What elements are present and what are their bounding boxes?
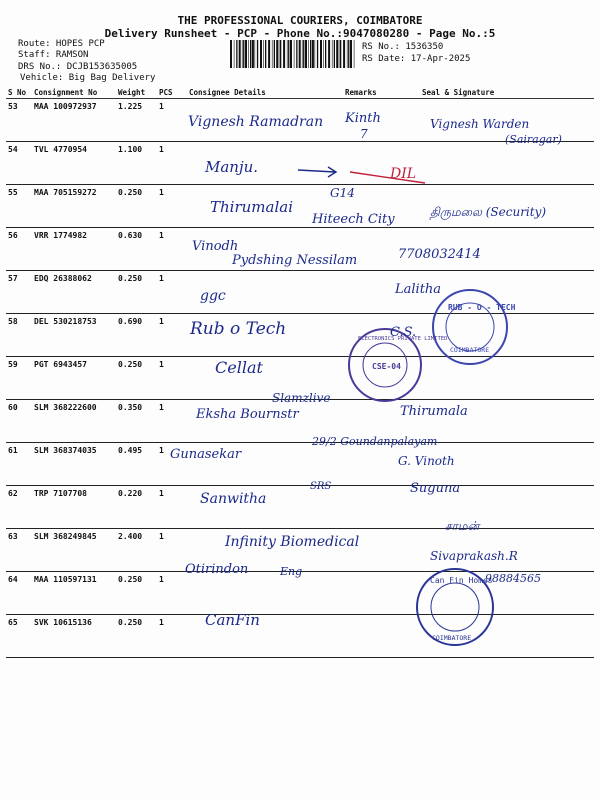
row-pcs: 1 bbox=[157, 572, 187, 615]
barcode-bar bbox=[280, 40, 281, 68]
barcode-bar bbox=[343, 40, 345, 68]
rs-date: RS Date: 17-Apr-2025 bbox=[362, 54, 471, 64]
hw-r55-sig: திருமலை (Security) bbox=[430, 205, 547, 219]
row-weight: 0.630 bbox=[116, 228, 157, 271]
barcode-bar bbox=[328, 40, 330, 68]
row-weight: 1.225 bbox=[116, 99, 157, 142]
row-seal-signature bbox=[404, 572, 594, 615]
col-remarks: Remarks bbox=[343, 87, 404, 99]
row-consignee-details bbox=[187, 572, 343, 615]
barcode-bar bbox=[260, 40, 262, 68]
hw-r60-name2: Slamzlive bbox=[272, 391, 331, 405]
row-consignment-no: MAA 110597131 bbox=[32, 572, 116, 615]
hw-r64-sig2: 98884565 bbox=[485, 572, 541, 585]
row-remarks bbox=[343, 486, 404, 529]
barcode-bar bbox=[317, 40, 318, 68]
hw-r55-remark: G14 bbox=[330, 186, 355, 200]
row-sno: 55 bbox=[6, 185, 32, 228]
row-weight: 0.250 bbox=[116, 271, 157, 314]
barcode-bar bbox=[299, 40, 301, 68]
barcode-bar bbox=[308, 40, 309, 68]
row-pcs: 1 bbox=[157, 228, 187, 271]
row-sno: 61 bbox=[6, 443, 32, 486]
hw-r61-remark: 29/2 Goundanpalayam bbox=[312, 435, 438, 448]
barcode-bar bbox=[276, 40, 278, 68]
table-row bbox=[6, 443, 594, 486]
hw-r64-name2: Eng bbox=[280, 565, 303, 578]
row-consignee-details bbox=[187, 99, 343, 142]
stamp-electronics-center: CSE-04 bbox=[372, 362, 401, 371]
barcode-bar bbox=[336, 40, 338, 68]
row-consignee-details bbox=[187, 529, 343, 572]
barcode-bar bbox=[252, 40, 254, 68]
col-pcs: PCS bbox=[157, 87, 187, 99]
table-row bbox=[6, 572, 594, 615]
row-seal-signature bbox=[404, 142, 594, 185]
barcode-bar bbox=[294, 40, 295, 68]
barcode-bar bbox=[296, 40, 297, 68]
col-sno: S No bbox=[6, 87, 32, 99]
hw-r59-name: Cellat bbox=[215, 358, 263, 377]
barcode-bar bbox=[239, 40, 241, 68]
row-weight: 0.220 bbox=[116, 486, 157, 529]
company-title: THE PROFESSIONAL COURIERS, COIMBATORE bbox=[177, 14, 423, 27]
row-consignment-no: MAA 100972937 bbox=[32, 99, 116, 142]
barcode-bar bbox=[279, 40, 280, 68]
row-weight: 0.350 bbox=[116, 400, 157, 443]
barcode-bar bbox=[248, 40, 249, 68]
row-sno: 58 bbox=[6, 314, 32, 357]
table-header-row bbox=[6, 87, 594, 99]
row-remarks bbox=[343, 99, 404, 142]
hw-r58-name: Rub o Tech bbox=[190, 319, 287, 339]
hw-r53-sig2: (Sairagar) bbox=[505, 133, 562, 146]
barcode-bar bbox=[302, 40, 303, 68]
hw-r65-name: CanFin bbox=[205, 611, 260, 629]
row-sno: 54 bbox=[6, 142, 32, 185]
row-remarks bbox=[343, 314, 404, 357]
barcode-bar bbox=[348, 40, 349, 68]
hw-r60-name: Eksha Bournstr bbox=[196, 407, 299, 422]
row-seal-signature bbox=[404, 99, 594, 142]
barcode-bar bbox=[340, 40, 341, 68]
row-sno: 65 bbox=[6, 615, 32, 658]
row-remarks bbox=[343, 357, 404, 400]
row-pcs: 1 bbox=[157, 357, 187, 400]
row-pcs: 1 bbox=[157, 314, 187, 357]
row-seal-signature bbox=[404, 486, 594, 529]
hw-r54-remark: DIL bbox=[390, 166, 417, 182]
barcode-bar bbox=[263, 40, 264, 68]
hw-r53-sig: Vignesh Warden bbox=[430, 117, 530, 131]
row-consignee-details bbox=[187, 400, 343, 443]
hw-r64-sig: Sivaprakash.R bbox=[430, 549, 518, 563]
barcode-bar bbox=[265, 40, 266, 68]
row-consignee-details bbox=[187, 615, 343, 658]
barcode-bar bbox=[268, 40, 270, 68]
rs-number: RS No.: 1536350 bbox=[362, 42, 444, 52]
row-seal-signature bbox=[404, 529, 594, 572]
row-pcs: 1 bbox=[157, 486, 187, 529]
col-weight: Weight bbox=[116, 87, 157, 99]
row-sno: 63 bbox=[6, 529, 32, 572]
barcode-bar bbox=[283, 40, 285, 68]
table-row bbox=[6, 228, 594, 271]
barcode-bar bbox=[312, 40, 314, 68]
row-remarks bbox=[343, 400, 404, 443]
row-seal-signature bbox=[404, 228, 594, 271]
hw-r56-name: Vinodh bbox=[192, 239, 239, 254]
row-pcs: 1 bbox=[157, 185, 187, 228]
row-sno: 53 bbox=[6, 99, 32, 142]
row-consignee-details bbox=[187, 142, 343, 185]
row-consignment-no: SVK 10615136 bbox=[32, 615, 116, 658]
row-weight: 0.250 bbox=[116, 185, 157, 228]
route-info: Route: HOPES PCP bbox=[18, 39, 105, 49]
table-row bbox=[6, 529, 594, 572]
row-consignment-no: VRR 1774982 bbox=[32, 228, 116, 271]
hw-r53-remark: Kinth bbox=[345, 111, 381, 126]
staff-info: Staff: RAMSON bbox=[18, 50, 89, 60]
row-weight: 0.250 bbox=[116, 357, 157, 400]
hw-r57-name: ggc bbox=[200, 288, 226, 304]
barcode-bar bbox=[290, 40, 292, 68]
table-row bbox=[6, 357, 594, 400]
table-row bbox=[6, 486, 594, 529]
row-remarks bbox=[343, 443, 404, 486]
row-pcs: 1 bbox=[157, 400, 187, 443]
row-seal-signature bbox=[404, 400, 594, 443]
barcode bbox=[230, 40, 356, 68]
drs-number: DRS No.: DCJB153635005 bbox=[18, 62, 138, 72]
row-seal-signature bbox=[404, 615, 594, 658]
col-consignee: Consignee Details bbox=[187, 87, 343, 99]
barcode-bar bbox=[230, 40, 232, 68]
barcode-bar bbox=[354, 40, 355, 68]
barcode-bar bbox=[339, 40, 340, 68]
row-consignment-no: MAA 705159272 bbox=[32, 185, 116, 228]
barcode-bar bbox=[323, 40, 324, 68]
barcode-bar bbox=[303, 40, 304, 68]
row-remarks bbox=[343, 615, 404, 658]
row-remarks bbox=[343, 271, 404, 314]
barcode-bar bbox=[274, 40, 275, 68]
barcode-bar bbox=[332, 40, 333, 68]
col-seal: Seal & Signature bbox=[404, 87, 594, 99]
hw-r53-remark2: 7 bbox=[360, 127, 368, 141]
hw-r56-sig: 7708032414 bbox=[398, 247, 481, 262]
barcode-bar bbox=[288, 40, 289, 68]
row-consignment-no: SLM 368249845 bbox=[32, 529, 116, 572]
hw-r57-sig: Lalitha bbox=[395, 282, 442, 297]
row-pcs: 1 bbox=[157, 99, 187, 142]
barcode-bar bbox=[287, 40, 288, 68]
barcode-bar bbox=[325, 40, 326, 68]
stamp-electronics-text: ELECTRONICS PRIVATE LIMITED bbox=[358, 336, 448, 342]
row-sno: 62 bbox=[6, 486, 32, 529]
row-pcs: 1 bbox=[157, 529, 187, 572]
row-seal-signature bbox=[404, 357, 594, 400]
row-sno: 60 bbox=[6, 400, 32, 443]
delivery-table bbox=[6, 87, 594, 658]
barcode-bar bbox=[255, 40, 256, 68]
hw-r64-name: Otirindon bbox=[185, 562, 249, 577]
row-remarks bbox=[343, 142, 404, 185]
row-consignment-no: SLM 368222600 bbox=[32, 400, 116, 443]
barcode-bar bbox=[242, 40, 243, 68]
barcode-bar bbox=[236, 40, 237, 68]
row-weight: 0.250 bbox=[116, 615, 157, 658]
hw-r54-name: Manju. bbox=[205, 158, 259, 176]
hw-r63-sig: சாமன் bbox=[445, 519, 480, 533]
hw-r60-sig: Thirumala bbox=[400, 404, 468, 419]
row-sno: 64 bbox=[6, 572, 32, 615]
table-row bbox=[6, 615, 594, 658]
stamp-canfin-text: Can Fin Homes bbox=[430, 576, 493, 585]
vehicle-info: Vehicle: Big Bag Delivery bbox=[20, 73, 156, 83]
barcode-bar bbox=[234, 40, 235, 68]
row-consignee-details bbox=[187, 443, 343, 486]
row-consignee-details bbox=[187, 271, 343, 314]
row-pcs: 1 bbox=[157, 443, 187, 486]
barcode-bar bbox=[334, 40, 335, 68]
row-remarks bbox=[343, 529, 404, 572]
table-row bbox=[6, 271, 594, 314]
row-consignment-no: TRP 7107708 bbox=[32, 486, 116, 529]
table-row bbox=[6, 99, 594, 142]
stamp-rubotech-text: RUB - O - TECH bbox=[448, 303, 516, 312]
table-row bbox=[6, 142, 594, 185]
row-remarks bbox=[343, 228, 404, 271]
barcode-bar bbox=[257, 40, 258, 68]
row-seal-signature bbox=[404, 314, 594, 357]
row-sno: 59 bbox=[6, 357, 32, 400]
hw-r53-name: Vignesh Ramadran bbox=[188, 114, 324, 130]
row-consignment-no: EDQ 26388062 bbox=[32, 271, 116, 314]
row-remarks bbox=[343, 185, 404, 228]
barcode-bar bbox=[243, 40, 244, 68]
hw-r61-name: Gunasekar bbox=[170, 447, 242, 462]
hw-r62-name: Sanwitha bbox=[200, 491, 267, 507]
row-pcs: 1 bbox=[157, 615, 187, 658]
barcode-bar bbox=[245, 40, 247, 68]
table-row bbox=[6, 185, 594, 228]
hw-r62-remark: SRS bbox=[310, 481, 332, 492]
barcode-bar bbox=[347, 40, 348, 68]
row-weight: 0.690 bbox=[116, 314, 157, 357]
row-seal-signature bbox=[404, 271, 594, 314]
row-consignee-details bbox=[187, 228, 343, 271]
row-consignee-details bbox=[187, 314, 343, 357]
barcode-bar bbox=[320, 40, 322, 68]
barcode-bar bbox=[272, 40, 273, 68]
table-row bbox=[6, 400, 594, 443]
row-weight: 2.400 bbox=[116, 529, 157, 572]
hw-r56-name2: Pydshing Nessilam bbox=[232, 253, 358, 268]
barcode-bar bbox=[310, 40, 311, 68]
row-sno: 56 bbox=[6, 228, 32, 271]
hw-r63-name: Infinity Biomedical bbox=[225, 534, 360, 550]
hw-r55-remark2: Hiteech City bbox=[312, 212, 395, 227]
row-consignee-details bbox=[187, 185, 343, 228]
row-consignment-no: DEL 530218753 bbox=[32, 314, 116, 357]
row-sno: 57 bbox=[6, 271, 32, 314]
row-weight: 0.495 bbox=[116, 443, 157, 486]
row-pcs: 1 bbox=[157, 142, 187, 185]
barcode-bar bbox=[305, 40, 307, 68]
row-consignment-no: PGT 6943457 bbox=[32, 357, 116, 400]
row-remarks bbox=[343, 572, 404, 615]
stamp-rubotech-city: COIMBATORE bbox=[450, 346, 490, 354]
row-weight: 1.100 bbox=[116, 142, 157, 185]
row-consignee-details bbox=[187, 357, 343, 400]
row-seal-signature bbox=[404, 443, 594, 486]
row-seal-signature bbox=[404, 185, 594, 228]
row-pcs: 1 bbox=[157, 271, 187, 314]
hw-r55-name: Thirumalai bbox=[210, 198, 293, 216]
table-row bbox=[6, 314, 594, 357]
hw-r62-sig: Suguna bbox=[410, 481, 461, 496]
barcode-bar bbox=[350, 40, 352, 68]
barcode-bar bbox=[250, 40, 251, 68]
hw-r58-remark: C.S. bbox=[390, 325, 417, 340]
stamp-canfin-city: COIMBATORE bbox=[432, 634, 472, 642]
col-consignment: Consignment No bbox=[32, 87, 116, 99]
hw-r61-sig: G. Vinoth bbox=[398, 454, 455, 468]
row-weight: 0.250 bbox=[116, 572, 157, 615]
runsheet-subtitle: Delivery Runsheet - PCP - Phone No.:9047080280 - Page No.:5 bbox=[104, 27, 496, 40]
row-consignment-no: TVL 4770954 bbox=[32, 142, 116, 185]
barcode-bar bbox=[315, 40, 316, 68]
row-consignment-no: SLM 368374035 bbox=[32, 443, 116, 486]
row-consignee-details bbox=[187, 486, 343, 529]
